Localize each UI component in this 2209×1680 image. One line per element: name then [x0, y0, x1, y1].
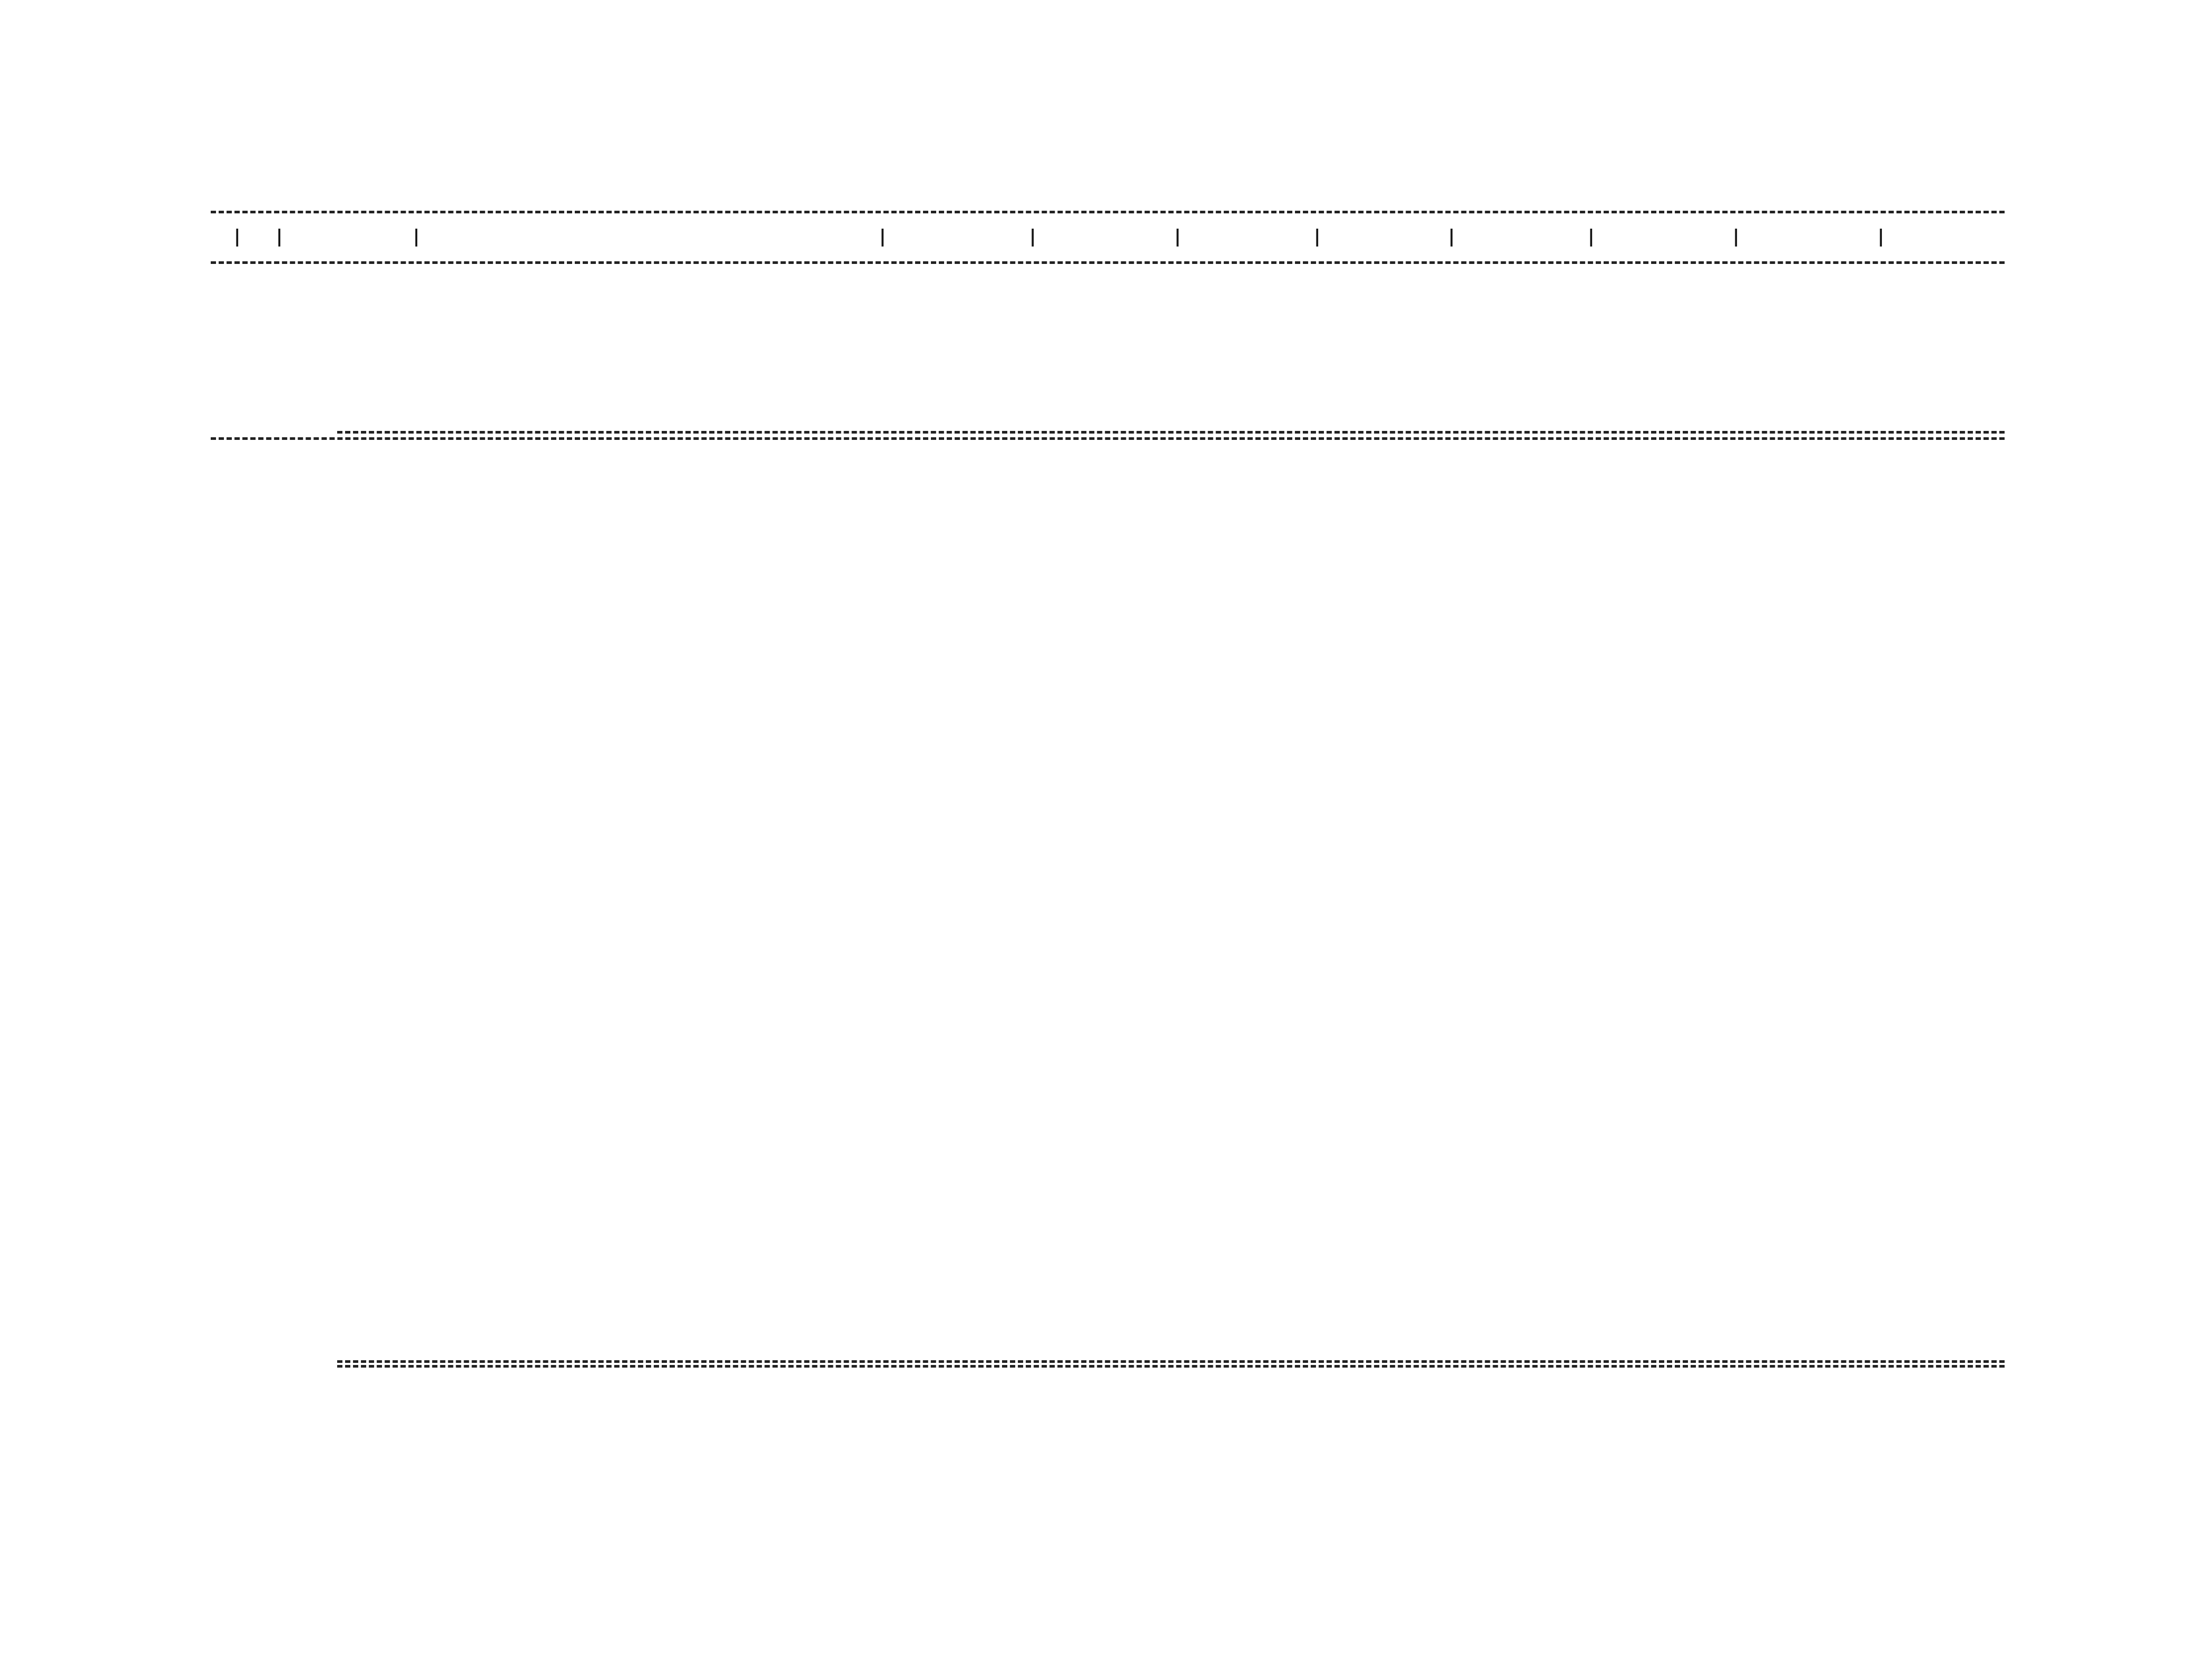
header-rule-top [211, 211, 2005, 213]
col-sep: | [1172, 226, 1184, 247]
col-sep: | [274, 226, 286, 247]
including-line [0, 1449, 2209, 1463]
section-title-line [0, 553, 2209, 568]
header-rule-bottom [211, 261, 2005, 264]
col-sep: | [1586, 226, 1598, 247]
program-title-line [0, 132, 2209, 146]
column-header-row [0, 226, 2209, 247]
document-number [432, 58, 445, 92]
col-sep: | [1446, 226, 1458, 247]
col-sep: | [1027, 226, 1039, 247]
col-sep: | [232, 226, 244, 247]
direct-total-rule [337, 1360, 2005, 1368]
col-sep: | [1312, 226, 1324, 247]
section-underline-line [0, 576, 2209, 591]
col-sep: | [1731, 226, 1743, 247]
block-divider-2 [211, 437, 2005, 440]
col-sep: | [877, 226, 889, 247]
block-divider [337, 431, 2005, 434]
col-sep: | [411, 226, 423, 247]
col-sep: | [1876, 226, 1888, 247]
